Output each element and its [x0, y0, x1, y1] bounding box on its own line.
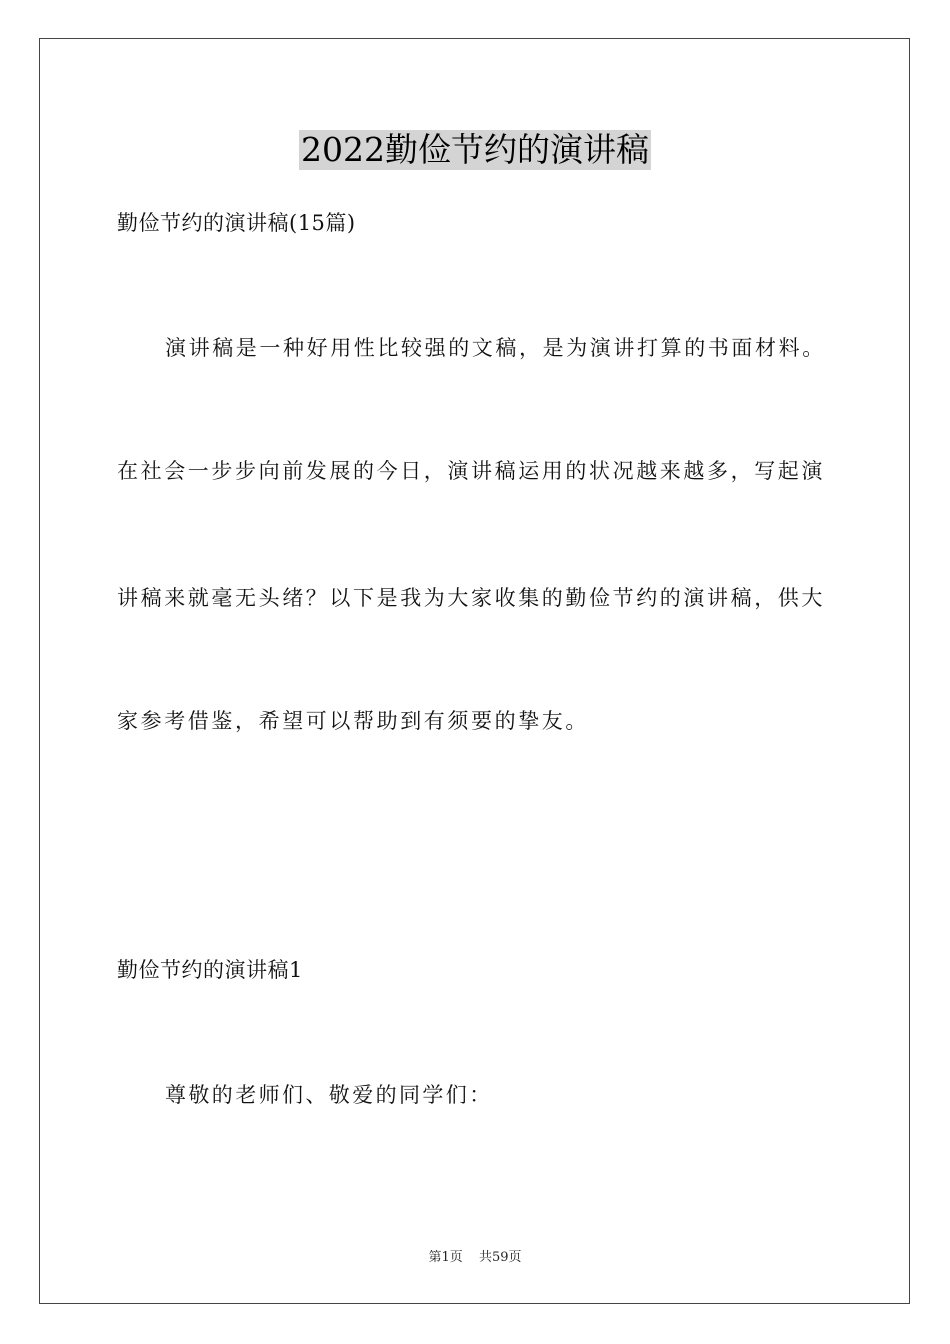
paragraph-line-4: 家参考借鉴，希望可以帮助到有须要的挚友。 — [117, 709, 589, 733]
document-subtitle: 勤俭节约的演讲稿(15篇) — [117, 211, 356, 235]
page-number-current: 第1页 — [428, 1250, 463, 1265]
document-title: 2022勤俭节约的演讲稿 — [301, 130, 649, 169]
paragraph-line-3: 讲稿来就毫无头绪？以下是我为大家收集的勤俭节约的演讲稿，供大 — [117, 586, 825, 610]
paragraph-line-2: 在社会一步步向前发展的今日，演讲稿运用的状况越来越多，写起演 — [117, 459, 825, 483]
section-heading: 勤俭节约的演讲稿1 — [117, 958, 303, 982]
page-number-total: 共59页 — [478, 1250, 522, 1265]
page-footer — [0, 1246, 950, 1265]
greeting-line: 尊敬的老师们、敬爱的同学们： — [165, 1083, 493, 1107]
title-container — [0, 130, 950, 170]
paragraph-line-1: 演讲稿是一种好用性比较强的文稿，是为演讲打算的书面材料。 — [165, 336, 826, 360]
